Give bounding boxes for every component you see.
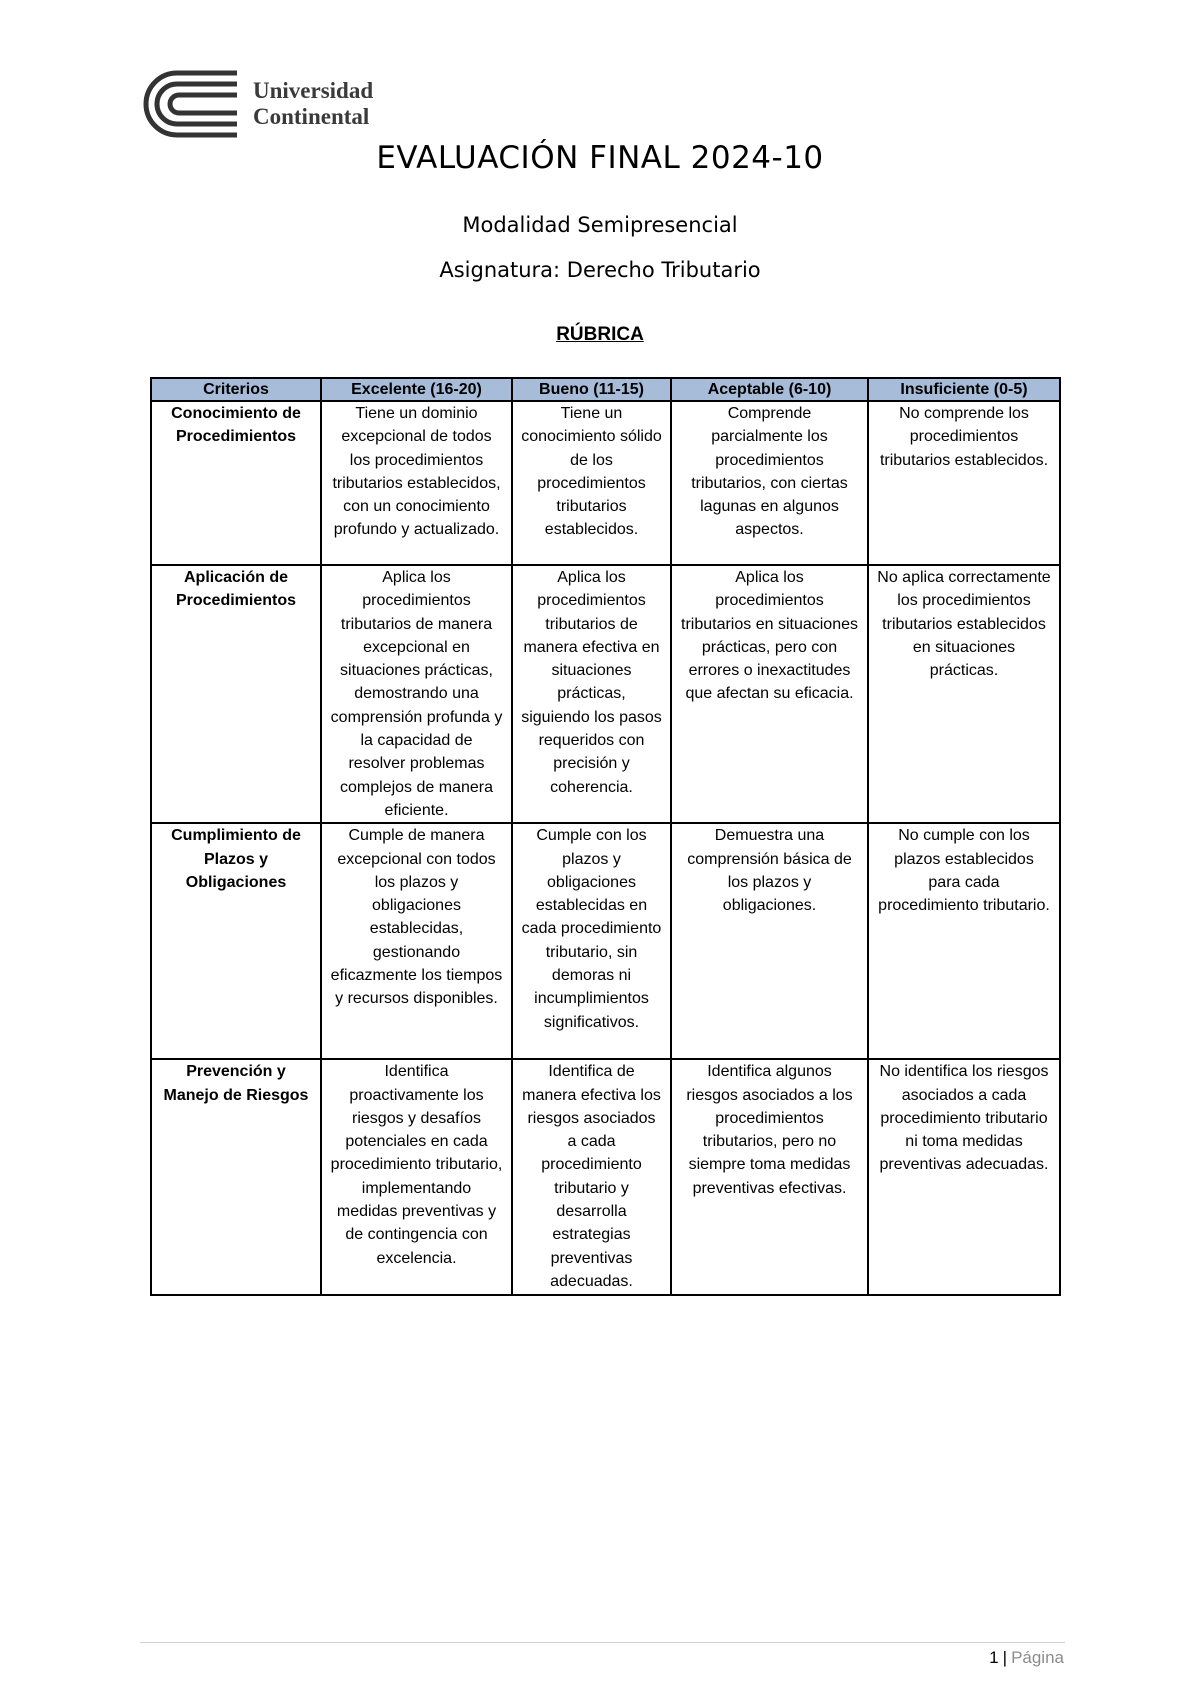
rubric-header-row: [151, 378, 1060, 401]
criterion-cell: Prevención y Manejo de Riesgos: [151, 1059, 321, 1295]
footer-divider: [140, 1642, 1065, 1643]
criterion-cell: Conocimiento de Procedimientos: [151, 401, 321, 565]
excelente-cell: Cumple de manera excepcional con todos los plazos y obligaciones establecidas, gestionando eficazmente los tiempos y recursos disponibles.: [321, 823, 512, 1059]
aceptable-cell: Comprende parcialmente los procedimientos tributarios, con ciertas lagunas en algunos aspectos.: [671, 401, 868, 565]
course-subtitle: Asignatura: Derecho Tributario: [439, 258, 761, 282]
bueno-cell: Aplica los procedimientos tributarios de manera efectiva en situaciones prácticas, siguiendo los pasos requeridos con precisión y coherencia.: [512, 565, 671, 823]
table-row: [151, 823, 1060, 1059]
university-logo: [143, 70, 373, 138]
modality-subtitle: Modalidad Semipresencial: [462, 213, 738, 237]
exam-title: EVALUACIÓN FINAL 2024-10: [376, 140, 824, 176]
excelente-cell: Identifica proactivamente los riesgos y desafíos potenciales en cada procedimiento tributario, implementando medidas preventivas y de contingencia con excelencia.: [321, 1059, 512, 1295]
university-name-line1: Universidad: [253, 78, 374, 103]
excelente-cell: Tiene un dominio excepcional de todos los procedimientos tributarios establecidos, con un conocimiento profundo y actualizado.: [321, 401, 512, 565]
excelente-cell: Aplica los procedimientos tributarios de manera excepcional en situaciones prácticas, demostrando una comprensión profunda y la capacidad de resolver problemas complejos de manera eficiente.: [321, 565, 512, 823]
header-criterios: Criterios: [151, 378, 321, 401]
table-row: [151, 565, 1060, 823]
aceptable-cell: Demuestra una comprensión básica de los plazos y obligaciones.: [671, 823, 868, 1059]
page-label: Página: [1011, 1648, 1064, 1667]
criterion-cell: Cumplimiento de Plazos y Obligaciones: [151, 823, 321, 1059]
page-number: 1: [989, 1648, 999, 1667]
page-separator: |: [1002, 1648, 1008, 1667]
university-name-line2: Continental: [253, 104, 370, 129]
bueno-cell: Cumple con los plazos y obligaciones establecidas en cada procedimiento tributario, sin demoras ni incumplimientos significativos.: [512, 823, 671, 1059]
table-row: [151, 401, 1060, 565]
page-footer: [989, 1648, 1064, 1668]
aceptable-cell: Aplica los procedimientos tributarios en situaciones prácticas, pero con errores o inexactitudes que afectan su eficacia.: [671, 565, 868, 823]
insuficiente-cell: No cumple con los plazos establecidos para cada procedimiento tributario.: [868, 823, 1060, 1059]
insuficiente-cell: No aplica correctamente los procedimientos tributarios establecidos en situaciones prácticas.: [868, 565, 1060, 823]
bueno-cell: Identifica de manera efectiva los riesgos asociados a cada procedimiento tributario y desarrolla estrategias preventivas adecuadas.: [512, 1059, 671, 1295]
table-row: [151, 1059, 1060, 1295]
criterion-cell: Aplicación de Procedimientos: [151, 565, 321, 823]
header-bueno: Bueno (11-15): [512, 378, 671, 401]
university-logo-icon: [143, 70, 237, 138]
university-name: [253, 78, 373, 130]
header-excelente: Excelente (16-20): [321, 378, 512, 401]
header-insuficiente: Insuficiente (0-5): [868, 378, 1060, 401]
header-aceptable: Aceptable (6-10): [671, 378, 868, 401]
rubric-heading: RÚBRICA: [556, 324, 644, 345]
aceptable-cell: Identifica algunos riesgos asociados a los procedimientos tributarios, pero no siempre toma medidas preventivas efectivas.: [671, 1059, 868, 1295]
rubric-table: [150, 377, 1061, 1296]
insuficiente-cell: No identifica los riesgos asociados a cada procedimiento tributario ni toma medidas preventivas adecuadas.: [868, 1059, 1060, 1295]
insuficiente-cell: No comprende los procedimientos tributarios establecidos.: [868, 401, 1060, 565]
bueno-cell: Tiene un conocimiento sólido de los procedimientos tributarios establecidos.: [512, 401, 671, 565]
